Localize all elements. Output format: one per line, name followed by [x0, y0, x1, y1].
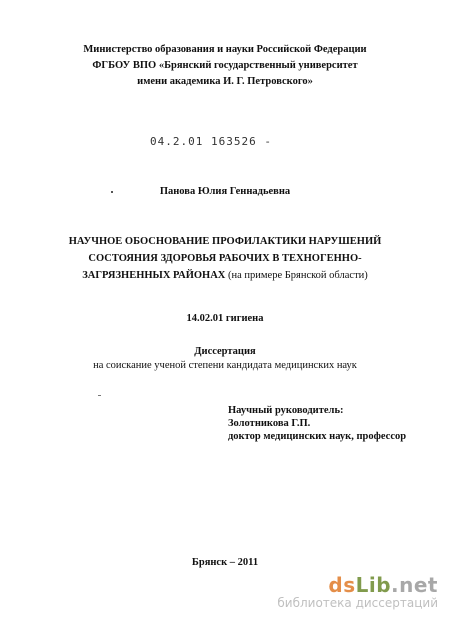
title-line-3-bold: ЗАГРЯЗНЕННЫХ РАЙОНАХ	[82, 270, 226, 281]
specialty-code: 14.02.01 гигиена	[186, 313, 264, 324]
advisor-block	[228, 404, 406, 443]
dissertation-degree: на соискание ученой степени кандидата медицинских наук	[93, 360, 357, 371]
dissertation-type: Диссертация	[194, 346, 256, 357]
title-line-3-subtitle: (на примере Брянской области)	[225, 270, 368, 281]
watermark-subtitle: библиотека диссертаций	[277, 596, 438, 610]
watermark-logo-ds: ds	[328, 573, 356, 597]
advisor-degree: доктор медицинских наук, профессор	[228, 431, 407, 442]
title-line-3	[0, 267, 450, 284]
organization-header	[0, 42, 450, 90]
title-line-1: НАУЧНОЕ ОБОСНОВАНИЕ ПРОФИЛАКТИКИ НАРУШЕНИЙ	[68, 236, 382, 247]
author-name: Панова Юлия Геннадьевна	[159, 186, 291, 197]
advisor-name: Золотникова Г.П.	[228, 418, 311, 429]
city-year: Брянск – 2011	[191, 557, 259, 568]
watermark-logo	[277, 574, 438, 596]
library-stamp: 04.2.01 163526 -	[150, 135, 272, 148]
watermark-logo-lib: Lib	[355, 573, 392, 597]
university-name-line: имени академика И. Г. Петровского»	[137, 76, 313, 87]
university-line: ФГБОУ ВПО «Брянский государственный университет	[92, 60, 358, 71]
dissertation-title	[0, 233, 450, 284]
dslib-watermark	[277, 574, 438, 610]
watermark-logo-net: .net	[391, 573, 438, 597]
ministry-line: Министерство образования и науки Российской Федерации	[83, 44, 367, 55]
advisor-label: Научный руководитель:	[228, 405, 344, 416]
scan-mark	[98, 395, 101, 396]
title-line-2: СОСТОЯНИЯ ЗДОРОВЬЯ РАБОЧИХ В ТЕХНОГЕННО-	[88, 253, 362, 264]
dissertation-block	[0, 345, 450, 373]
